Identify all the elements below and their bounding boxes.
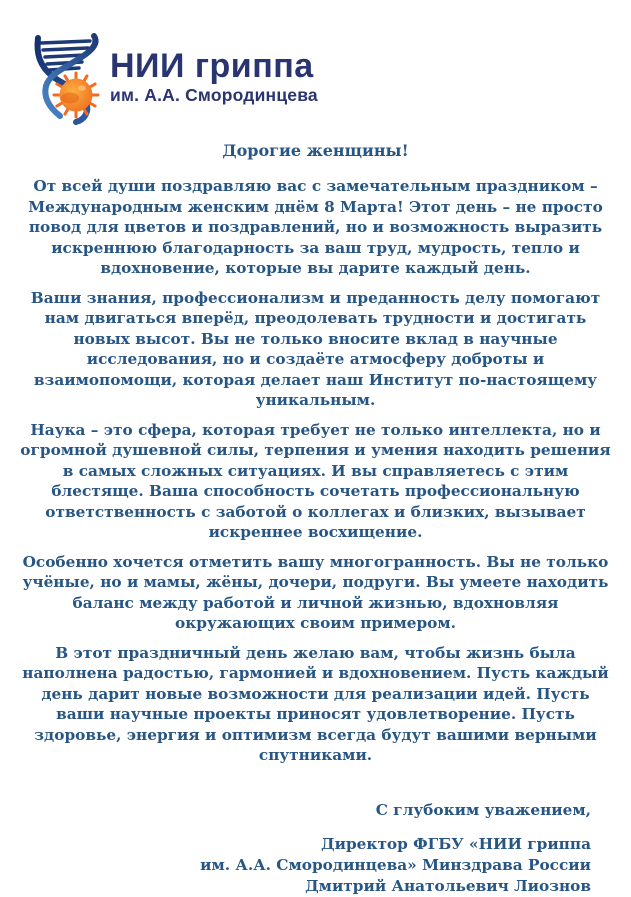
signature-line-1: Директор ФГБУ «НИИ гриппа (321, 834, 591, 853)
paragraph-4: Особенно хочется отметить вашу многогранность. Вы не только учёные, но и мамы, жёны, дочери, подруги. Вы умеете находить баланс между работой и личной жизнью, вдохновляя окружающих своим примером. (22, 552, 609, 632)
org-subname: им. А.А. Смородинцева (110, 85, 318, 105)
paragraph-3: Наука – это сфера, которая требует не только интеллекта, но и огромной душевной силы, терпения и умения находить решения в самых сложных ситуациях. И вы справляетесь с этим блестяще. Ваша способность сочетать профессиональную ответственность с заботой о коллегах и близких, вызывает искреннее восхищение. (20, 420, 611, 541)
signature-line-2: им. А.А. Смородинцева» Минздрава России (200, 855, 591, 874)
paragraph-5: В этот праздничный день желаю вам, чтобы жизнь была наполнена радостью, гармонией и вдохновением. Пусть каждый день дарит новые возможности для реализации идей. Пусть ваши научные проекты приносят удовлетворение. Пусть здоровье, энергия и оптимизм всегда будут вашими верными спутниками. (22, 643, 609, 764)
org-logo-text (110, 48, 318, 106)
dna-helix-virus-icon (28, 32, 108, 124)
paragraph-2: Ваши знания, профессионализм и преданность делу помогают нам двигаться вперёд, преодолевать трудности и достигать новых высот. Вы не только вносите вклад в научные исследования, но и создаёте атмосферу доброты и взаимопомощи, которая делает наш Институт по-настоящему уникальным. (30, 288, 601, 409)
paragraph-1: От всей души поздравляю вас с замечательным праздником – Международным женским днём 8 Марта! Этот день – не просто повод для цветов и поздравлений, но и возможность выразить искреннюю благодарность за ваш труд, мудрость, тепло и вдохновение, которые вы дарите каждый день. (28, 177, 603, 277)
closing-line: С глубоким уважением, (375, 800, 591, 819)
org-logo (28, 32, 318, 124)
signature-line-3: Дмитрий Анатольевич Лиознов (305, 876, 591, 895)
salutation: Дорогие женщины! (222, 141, 409, 160)
org-name: НИИ гриппа (110, 47, 314, 85)
signature-block (16, 800, 615, 897)
